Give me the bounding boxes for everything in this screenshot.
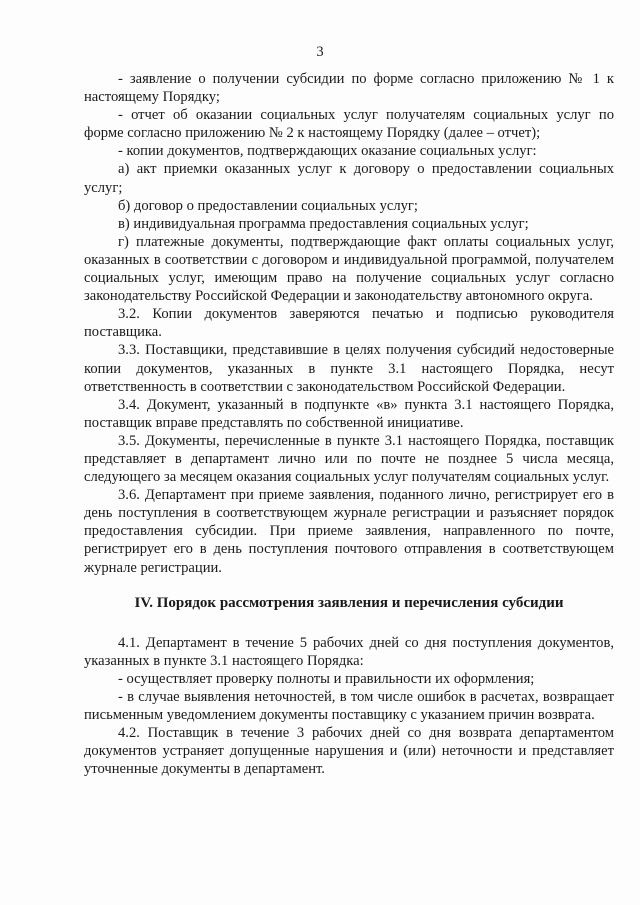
paragraph: 3.3. Поставщики, представившие в целях получения субсидий недостоверные копии документов, указанных в пункте 3.1 настоящего Порядка, несут ответственность в соответствии с законодательством Российской Федерации. (84, 342, 614, 395)
paragraph: 4.1. Департамент в течение 5 рабочих дней со дня поступления документов, указанных в пункте 3.1 настоящего Порядка: (84, 634, 614, 669)
paragraph: 3.5. Документы, перечисленные в пункте 3.1 настоящего Порядка, поставщик представляет в департамент лично или по почте не позднее 5 числа месяца, следующего за месяцем оказания социальных услуг получателям социальных услуг. (84, 432, 614, 486)
paragraph: 3.6. Департамент при приеме заявления, поданного лично, регистрирует его в день поступления в соответствующем журнале регистрации и разъясняет порядок предоставления субсидии. При приеме заявления, направленного по почте, регистрирует его в день поступления почтового отправления в соответствующем журнале регистрации. (84, 487, 614, 576)
document-body (84, 70, 614, 778)
paragraph: - заявление о получении субсидии по форме согласно приложению № 1 к настоящему Порядку; (84, 71, 614, 106)
page-number: 3 (316, 44, 324, 60)
paragraph: г) платежные документы, подтверждающие факт оплаты социальных услуг, оказанных в соответствии с договором и индивидуальной программой, получателем социальных услуг, имеющим право на получение социальных услуг согласно законодательству Российской Федерации и законодательству автономного округа. (84, 233, 614, 305)
paragraph: - копии документов, подтверждающих оказание социальных услуг: (118, 143, 537, 160)
paragraph: - отчет об оказании социальных услуг получателям социальных услуг по форме согласно приложению № 2 к настоящему Порядку (далее – отчет); (84, 107, 614, 142)
paragraph: б) договор о предоставлении социальных услуг; (118, 197, 418, 214)
paragraph: в) индивидуальная программа предоставления социальных услуг; (118, 215, 529, 232)
paragraph: 3.4. Документ, указанный в подпункте «в» пункта 3.1 настоящего Порядка, поставщик вправе представлять по собственной инициативе. (84, 396, 614, 431)
section-heading: IV. Порядок рассмотрения заявления и перечисления субсидии (134, 594, 564, 611)
paragraph: - в случае выявления неточностей, в том числе ошибок в расчетах, возвращает письменным уведомлением документы поставщику с указанием причин возврата. (84, 689, 614, 724)
paragraph: 4.2. Поставщик в течение 3 рабочих дней со дня возврата департаментом документов устраняет допущенные нарушения и (или) неточности и представляет уточненные документы в департамент. (84, 725, 614, 778)
paragraph: а) акт приемки оказанных услуг к договору о предоставлении социальных услуг; (84, 161, 614, 196)
paragraph: - осуществляет проверку полноты и правильности их оформления; (118, 670, 535, 687)
paragraph: 3.2. Копии документов заверяются печатью и подписью руководителя поставщика. (84, 306, 614, 341)
